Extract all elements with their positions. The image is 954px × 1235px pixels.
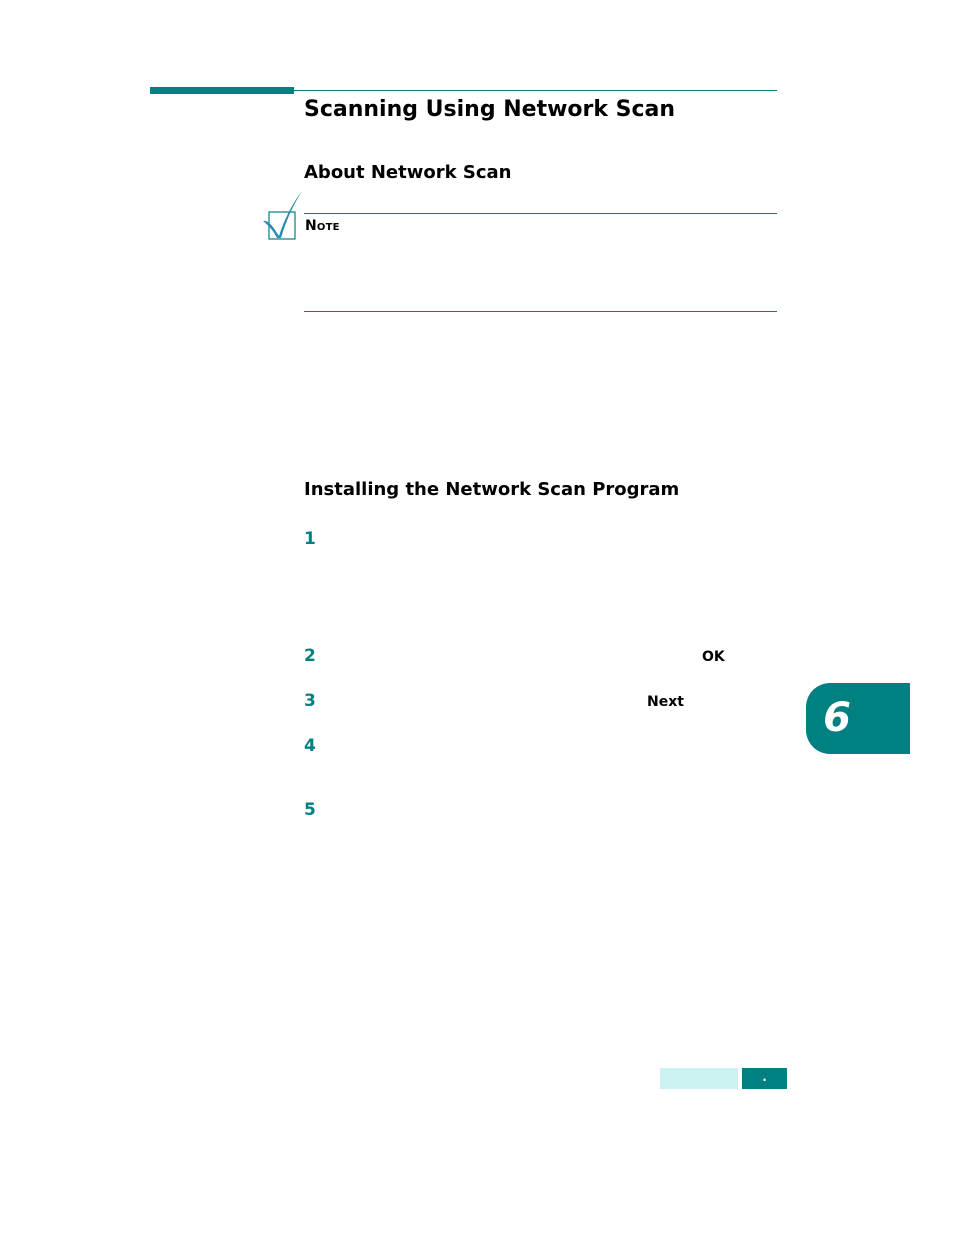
- step-3-keyword-next: Next: [647, 694, 684, 710]
- header-rule: [294, 90, 777, 91]
- footer-page-marker: .: [742, 1068, 787, 1089]
- footer-bar-light: [660, 1068, 738, 1089]
- note-top-rule: [304, 213, 777, 214]
- note-bottom-rule: [304, 311, 777, 312]
- section-heading-install: Installing the Network Scan Program: [304, 479, 680, 500]
- page-title: Scanning Using Network Scan: [304, 97, 676, 122]
- section-heading-about: About Network Scan: [304, 162, 512, 183]
- step-number-5: 5: [304, 800, 316, 820]
- step-2-keyword-ok: OK: [702, 649, 725, 665]
- step-number-3: 3: [304, 691, 316, 711]
- chapter-tab: [806, 683, 910, 754]
- step-number-4: 4: [304, 736, 316, 756]
- header-accent-bar: [150, 87, 294, 94]
- step-number-1: 1: [304, 529, 316, 549]
- note-label: Note: [305, 218, 340, 234]
- step-number-2: 2: [304, 646, 316, 666]
- checkmark-icon: [262, 190, 304, 242]
- chapter-number: 6: [823, 695, 851, 741]
